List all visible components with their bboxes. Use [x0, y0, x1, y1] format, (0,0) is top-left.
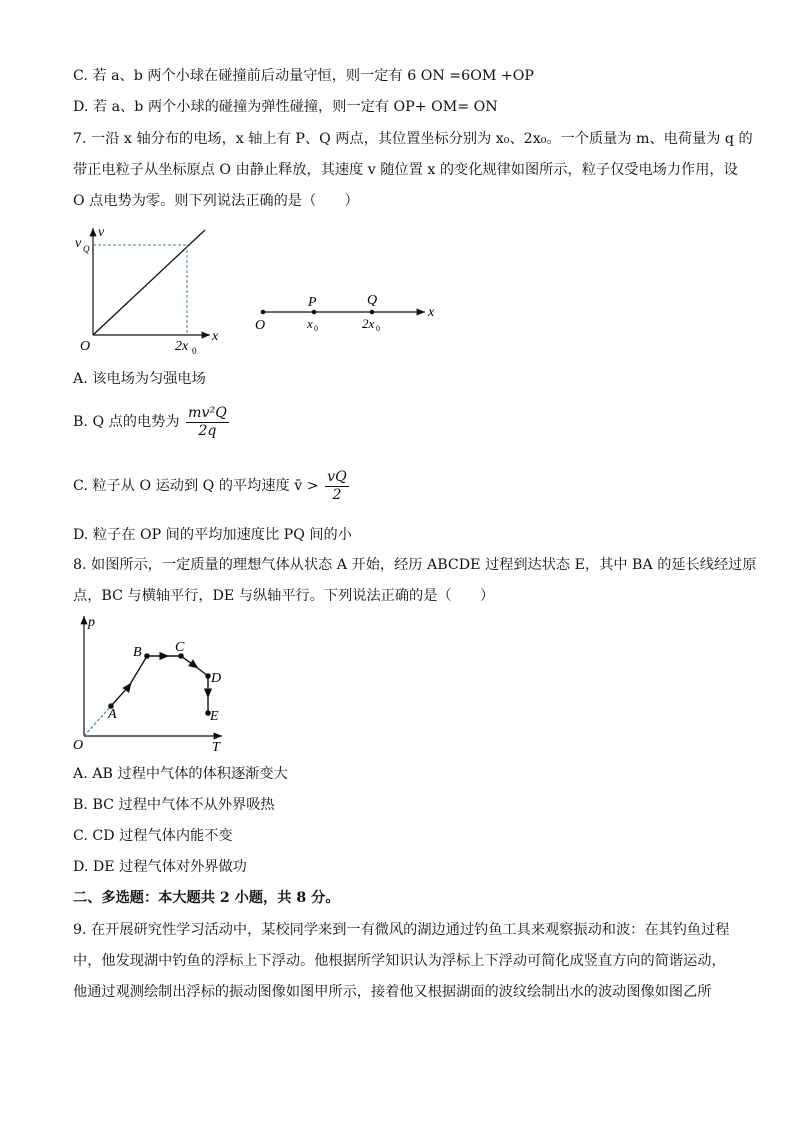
segment-cd: [181, 656, 208, 676]
q7-v-x-graph: [70, 222, 230, 360]
2x0-sub: 0: [192, 346, 197, 356]
label-x: x: [428, 305, 435, 320]
b-label: B: [133, 645, 142, 660]
q7-option-c-den: 2: [332, 486, 342, 503]
origin-label: O: [80, 339, 91, 354]
q8-option-a: A. AB 过程中气体的体积逐渐变大: [73, 766, 288, 782]
option-c-prev: C. 若 a、b 两个小球在碰撞前后动量守恒，则一定有 6 ON =6OM +OP: [73, 68, 534, 84]
o-label: O: [73, 738, 84, 753]
c-label: C: [175, 640, 185, 655]
option-d-prev: D. 若 a、b 两个小球的碰撞为弹性碰撞，则一定有 OP+ OM= ON: [73, 99, 498, 115]
label-p: P: [308, 295, 317, 310]
q8-p-t-graph: [70, 612, 240, 758]
q7-option-c-fraction: [325, 469, 349, 504]
q7-option-c-text: C. 粒子从 O 运动到 Q 的平均速度 v̄ >: [73, 478, 319, 494]
q7-option-a: A. 该电场为匀强电场: [73, 371, 206, 387]
point-o: [261, 310, 266, 315]
v-axis-label: v: [98, 225, 105, 240]
label-2x0-sub: 0: [376, 324, 380, 333]
label-x0-sub: 0: [314, 324, 318, 333]
q7-option-c-num: vQ: [327, 468, 347, 485]
q7-option-b-num: mv²Q: [188, 404, 227, 421]
label-o: O: [255, 318, 266, 333]
q7-stem-line1: 7. 一沿 x 轴分布的电场，x 轴上有 P、Q 两点，其位置坐标分别为 x₀、2x₀。一个质量为 m、电荷量为 q 的: [73, 131, 753, 147]
e-label: E: [210, 709, 219, 724]
label-q: Q: [367, 293, 378, 308]
q9-stem-line2: 中，他发现湖中钓鱼的浮标上下浮动。他根据所学知识认为浮标上下浮动可简化成竖直方向的简谐运动，: [73, 953, 726, 969]
label-x0: x: [307, 316, 313, 331]
q8-option-b: B. BC 过程中气体不从外界吸热: [73, 797, 275, 813]
x-axis-label: x: [212, 329, 219, 344]
v-x-line: [93, 230, 205, 335]
2x0-label: 2x: [175, 339, 189, 354]
q8-stem-line1: 8. 如图所示，一定质量的理想气体从状态 A 开始，经历 ABCDE 过程到达状态 E，其中 BA 的延长线经过原: [73, 557, 757, 573]
q9-stem-line1: 9. 在开展研究性学习活动中，某校同学来到一有微风的湖边通过钓鱼工具来观察振动和波：在其钓鱼过程: [73, 922, 730, 938]
q7-option-b-fraction: [186, 405, 229, 440]
a-label: A: [108, 707, 117, 722]
q8-option-d: D. DE 过程气体对外界做功: [73, 859, 247, 875]
q7-option-b: [73, 398, 229, 446]
label-2x0: 2x: [362, 316, 375, 331]
point-d: [205, 673, 211, 679]
segment-ab: [111, 656, 147, 706]
q7-option-d: D. 粒子在 OP 间的平均加速度比 PQ 间的小: [73, 527, 352, 543]
point-q: [370, 310, 375, 315]
p-label: p: [88, 615, 95, 630]
vq-sub: Q: [83, 244, 90, 254]
point-p: [312, 310, 317, 315]
point-b: [144, 653, 150, 659]
d-label: D: [211, 671, 222, 686]
q7-stem-line2: 带正电粒子从坐标原点 O 由静止释放，其速度 v 随位置 x 的变化规律如图所示，粒子仅受电场力作用，设: [73, 162, 738, 178]
t-label: T: [212, 740, 220, 755]
q7-option-b-den: 2q: [198, 422, 217, 439]
q8-option-c: C. CD 过程气体内能不变: [73, 828, 233, 844]
q8-stem-line2: 点，BC 与横轴平行，DE 与纵轴平行。下列说法正确的是（ ）: [73, 588, 495, 604]
q9-stem-line3: 他通过观测绘制出浮标的振动图像如图甲所示，接着他又根据湖面的波纹绘制出水的波动图像如图乙所: [73, 984, 712, 1000]
q7-axis-figure: [250, 288, 450, 338]
q7-stem-line3: O 点电势为零。则下列说法正确的是（ ）: [73, 193, 359, 209]
vq-label: v: [75, 236, 82, 251]
q7-option-c: [73, 464, 349, 508]
q7-option-b-text: B. Q 点的电势为: [73, 414, 180, 430]
dashed-oa: [84, 706, 111, 736]
section-2-heading: 二、多选题：本大题共 2 小题，共 8 分。: [73, 890, 340, 906]
